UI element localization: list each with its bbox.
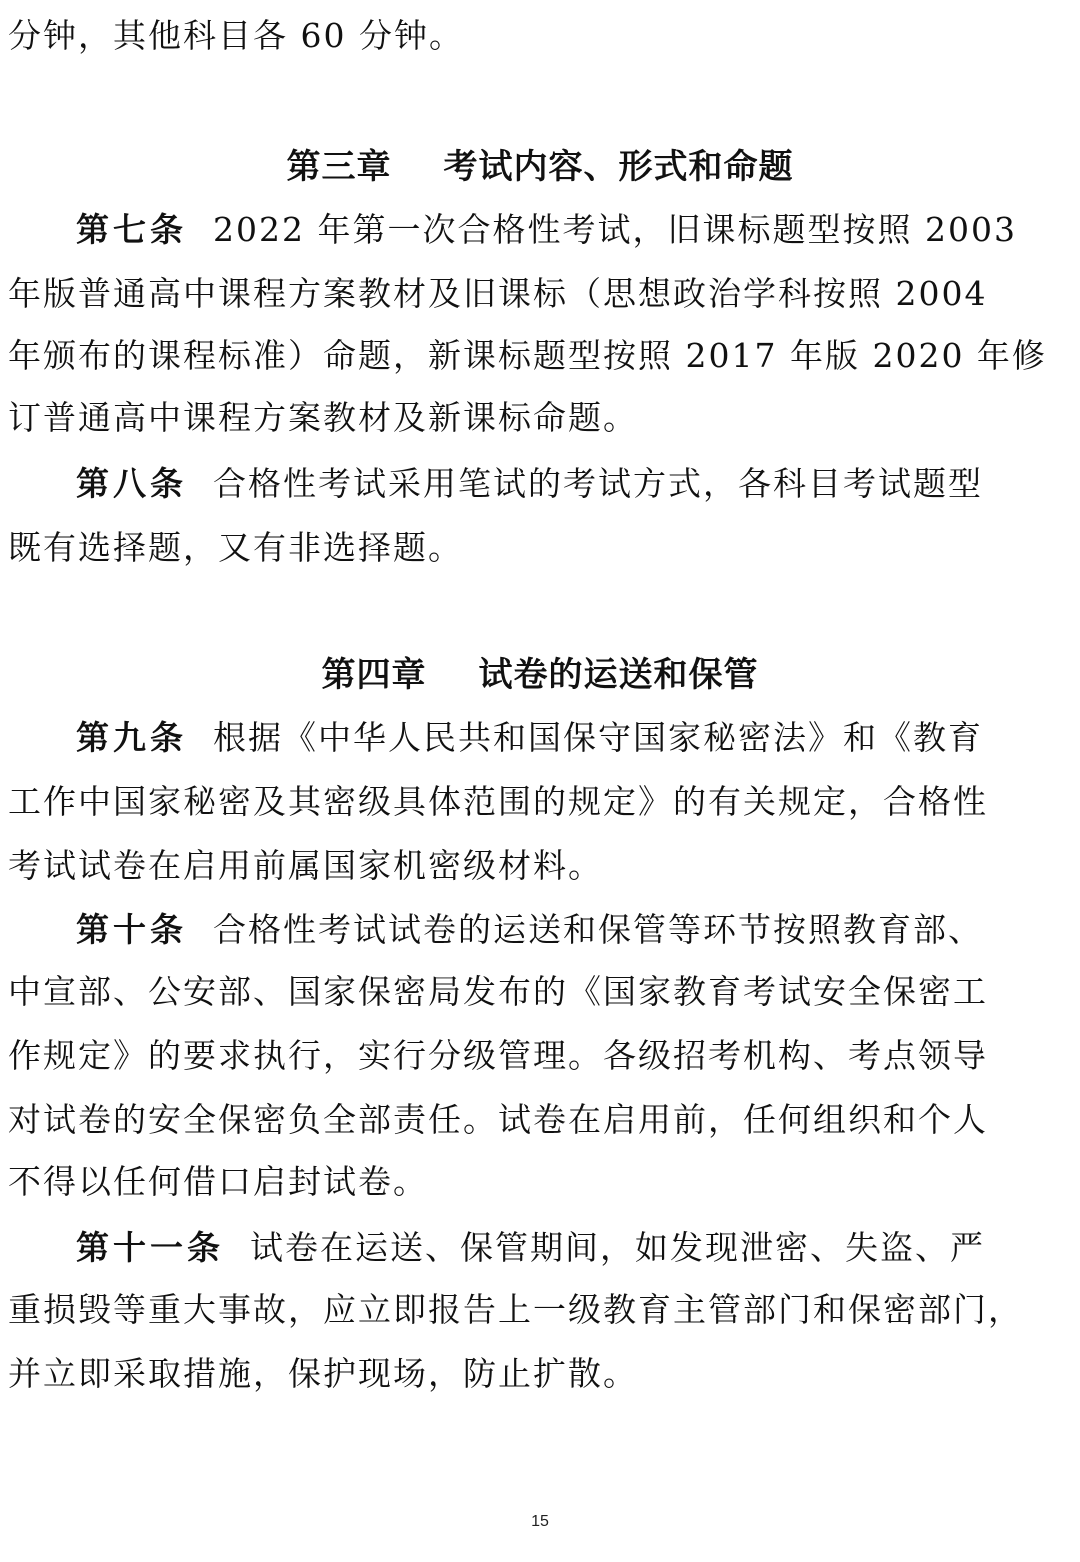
article-10-line-1 [76, 910, 1072, 950]
article-7-line-1 [76, 210, 1072, 250]
article-8-line-1 [76, 464, 1072, 504]
article-8-text-1: 合格性考试采用笔试的考试方式，各科目考试题型 [213, 464, 983, 503]
article-10-line-4: 对试卷的安全保密负全部责任。试卷在启用前，任何组织和个人 [8, 1100, 988, 1139]
chapter-3-label: 第三章 [286, 147, 392, 187]
article-7-text-1: 2022 年第一次合格性考试，旧课标题型按照 2003 [213, 210, 1017, 249]
article-11-line-1 [76, 1228, 1072, 1268]
article-10-line-2: 中宣部、公安部、国家保密局发布的《国家教育考试安全保密工 [8, 972, 988, 1011]
article-10-line-3: 作规定》的要求执行，实行分级管理。各级招考机构、考点领导 [8, 1036, 988, 1075]
article-8-line-2: 既有选择题，又有非选择题。 [8, 528, 463, 567]
chapter-4-heading [0, 654, 1080, 696]
article-7-line-4: 订普通高中课程方案教材及新课标命题。 [8, 398, 638, 437]
article-9-text-1: 根据《中华人民共和国保守国家秘密法》和《教育 [213, 718, 983, 757]
article-10-label: 第十条 [76, 910, 187, 949]
article-10-text-1: 合格性考试试卷的运送和保管等环节按照教育部、 [213, 910, 983, 949]
article-9-label: 第九条 [76, 718, 187, 757]
article-7-label: 第七条 [76, 210, 187, 249]
chapter-3-title: 考试内容、形式和命题 [443, 147, 794, 187]
article-8-label: 第八条 [76, 464, 187, 503]
article-7-line-3: 年颁布的课程标准）命题，新课标题型按照 2017 年版 2020 年修 [8, 336, 1047, 375]
article-11-label: 第十一条 [76, 1228, 224, 1267]
chapter-4-label: 第四章 [321, 655, 427, 695]
chapter-3-heading [0, 146, 1080, 188]
article-10-line-5: 不得以任何借口启封试卷。 [8, 1162, 428, 1201]
article-11-line-2: 重损毁等重大事故，应立即报告上一级教育主管部门和保密部门， [8, 1290, 1023, 1329]
article-11-line-3: 并立即采取措施，保护现场，防止扩散。 [8, 1354, 638, 1393]
chapter-4-title: 试卷的运送和保管 [478, 655, 759, 695]
article-9-line-2: 工作中国家秘密及其密级具体范围的规定》的有关规定，合格性 [8, 782, 988, 821]
page-number: 15 [531, 1513, 549, 1530]
article-9-line-3: 考试试卷在启用前属国家机密级材料。 [8, 846, 603, 885]
article-9-line-1 [76, 718, 1072, 758]
article-11-text-1: 试卷在运送、保管期间，如发现泄密、失盗、严 [250, 1228, 985, 1267]
article-7-line-2: 年版普通高中课程方案教材及旧课标（思想政治学科按照 2004 [8, 274, 988, 313]
intro-line-1: 分钟，其他科目各 60 分钟。 [8, 16, 464, 55]
